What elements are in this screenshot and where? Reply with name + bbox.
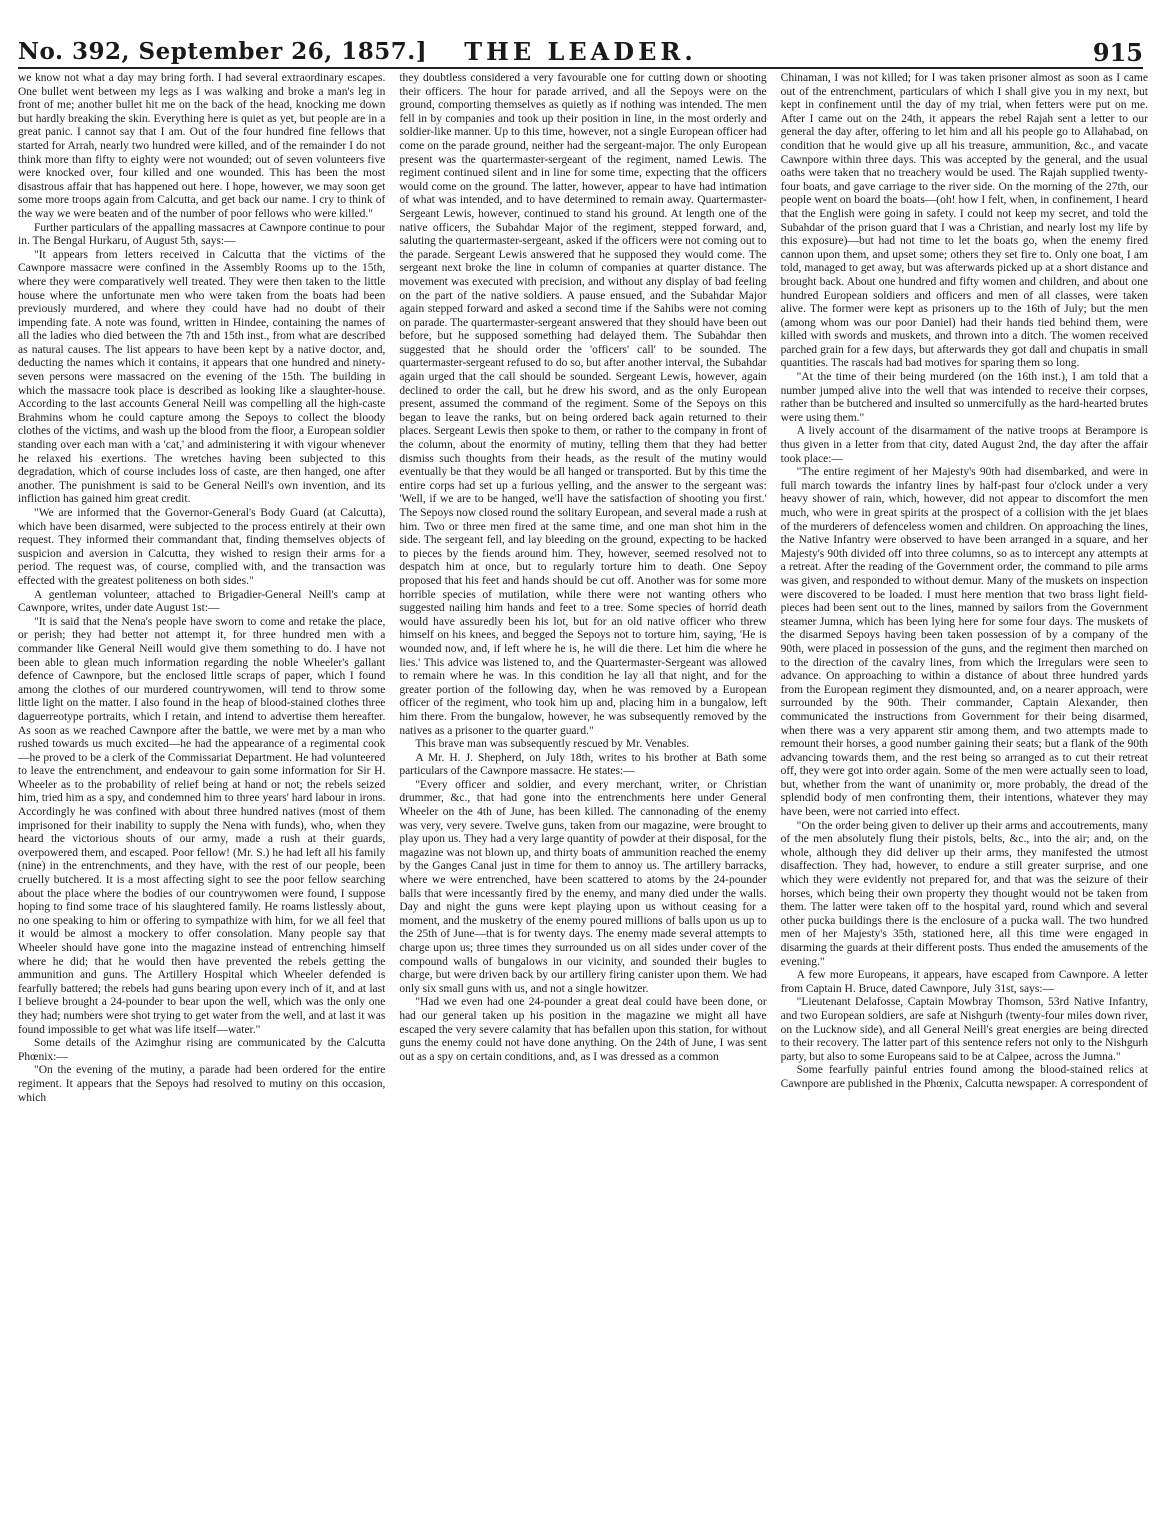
paragraph: "It is said that the Nena's people have sworn to come and retake the place, or perish; they had better not attempt it, for three hundred men with a commander like General Neill would give them something to do. I have not been able to glean much information regarding the noble Wheeler's gallant defence of Cawnpore, but the enclosed little scraps of paper, which I found among the clothes of our murdered countrywomen, will tend to throw some little light on the matter. I also found in the heap of blood-stained clothes three daguerreotype portraits, which I retain, and intend to advertise them hereafter. As soon as we reached Cawnpore after the battle, we were met by a man who rushed towards us much excited—he had the appearance of a regimental cook—he proved to be a clerk of the Commissariat Department. He had volunteered to leave the entrenchment, and endeavour to gain some information for Sir H. Wheeler as to the probability of relief being at hand or not; the rebels seized him, tried him as a spy, and condemned him to three years' hard labour in irons. Accordingly he was confined with about three hundred natives (most of them imprisoned for their inability to supply the Nena with funds), who, when they heard the victorious shouts of our army, made a rush at their guards, overpowered them, and escaped. Poor fellow! (Mr. S.) he had left all his family (nine) in the entrenchments, and they have, with the rest of our people, been cruelly butchered. It is a most affecting sight to see the poor fellow searching about the place where the bodies of our countrywomen were found, I suppose hoping to find some trace of his slaughtered family. He roams listlessly about, no one speaking to him or offering to sympathize with him, for we all feel that it would be almost a mockery to offer consolation. Many people say that Wheeler should have gone into the magazine instead of entrenching himself where he did; that he would then have prevented the rebels getting the ammunition and guns. The Artillery Hospital which Wheeler defended is fearfully battered; the rebels had guns bearing upon every inch of it, and at last I believe brought a 24-pounder to bear upon the well, which was the only one they had; numbers were shot trying to get water from the well, and at last it was found impossible to get what was life itself—water." — [18, 615, 386, 1036]
paragraph: "It appears from letters received in Calcutta that the victims of the Cawnpore massacre were confined in the Assembly Rooms up to the 15th, where they were comparatively well treated. They were then taken to the little house where the unfortunate men who were taken from the boats had been previously murdered, and where they could have had no doubt of their impending fate. A note was found, written in Hindee, containing the names of all the ladies who died between the 7th and 15th inst., from what are described as natural causes. The list appears to have been kept by a native doctor, and, deducting the names which it contains, it appears that one hundred and ninety-seven persons were massacred on the evening of the 15th. The building in which the massacre took place is described as looking like a slaughter-house. According to the last accounts General Neill was compelling all the high-caste Brahmins whom he could capture among the Sepoys to collect the bloody clothes of the victims, and wash up the blood from the floor, a European soldier standing over each man with a 'cat,' and administering it with vigour whenever he relaxed his exertions. The wretches having been subjected to this degradation, which of course includes loss of caste, are then hanged, one after another. The punishment is said to be General Neill's own invention, and its infliction has gained him great credit. — [18, 248, 386, 506]
paragraph: This brave man was subsequently rescued by Mr. Venables. — [415, 738, 690, 751]
paragraph: Some fearfully painful entries found among the blood-stained relics at Cawnpore are published in the Phœnix, Calcutta newspaper. A correspondent of — [780, 1064, 1148, 1090]
article-columns — [18, 72, 1148, 1524]
paragraph: Some details of the Azimghur rising are communicated by the Calcutta Phœnix:— — [18, 1037, 386, 1063]
paragraph: "We are informed that the Governor-General's Body Guard (at Calcutta), which have been disarmed, were subjected to the process entirely at their own request. They informed their commandant that, finding themselves objects of suspicion and aversion in Calcutta, they wished to resign their arms for a period. The request was, of course, complied with, and the transaction was effected with the greatest politeness on both sides." — [18, 507, 386, 587]
paragraph: we know not what a day may bring forth. I had several extraordinary escapes. One bullet went between my legs as I was walking and broke a man's leg in front of me; another bullet hit me on the back of the head, knocking me down but hardly breaking the skin. Everything here is quiet as yet, but people are in a great panic. I cannot say that I am. Out of the four hundred fine fellows that started for Arrah, nearly two hundred were killed, and of the remainder I do not think more than fifty to eighty were not wounded; out of seven volunteers five were knocked over, four killed and one wounded. This has been the most disastrous affair that has happened out here. I hope, however, we may soon get some more troops again from Calcutta, and get back our name. I cry to think of the way we were beaten and of the number of poor fellows who were killed." — [18, 72, 386, 220]
paragraph: A Mr. H. J. Shepherd, on July 18th, writes to his brother at Bath some particulars of the Cawnpore massacre. He states:— — [399, 751, 767, 778]
newspaper-title: THE LEADER. — [464, 37, 697, 66]
paragraph: "Lieutenant Delafosse, Captain Mowbray Thomson, 53rd Native Infantry, and two European soldiers, are safe at Nishgurh (twenty-four miles down river, on the Lucknow side), and all General Neill's great energies are being directed to their recovery. The latter part of this sentence refers not only to the Nishgurh party, but also to some Europeans said to be at Calpee, across the Jumna." — [780, 996, 1148, 1063]
paragraph: Chinaman, I was not killed; for I was taken prisoner almost as soon as I came out of the entrenchment, particulars of which I shall give you in my next, but kept in confinement until the day of my trial, when fetters were put on me. After I came out on the 24th, it appears the rebel Rajah sent a letter to our general the day after, offering to let him and all his people go to Allahabad, on condition that he would give up all his treasure, ammunition, &c., and vacate Cawnpore within three days. This was accepted by the general, and the usual oaths were taken that no treachery would be used. The Rajah supplied twenty-four boats, and gave carriage to the river side. On the morning of the 27th, our people went on board the boats—(oh! how I felt, when, in confinement, I heard that the English were going in safety. I could not keep my secret, and told the Subahdar of the prison guard that I was a Christian, and nearly lost my life by this exposure)—but had not time to let the boats go, when the enemy fired cannon upon them, and upset some; others they set fire to. Only one boat, I am told, managed to get away, but was afterwards picked up at a short distance and brought back. About one hundred and fifty women and children, and about one hundred European soldiers and officers and men of all classes, were taken alive. The former were kept as prisoners up to the 16th of July; but the men (among whom was our poor Daniel) had their hands tied behind them, were killed with swords and muskets, and thrown into a ditch. The women received parched grain for a few days, but afterwards they got dall and chupatis in small quantities. The rascals had bad motives for sparing them so long. — [780, 72, 1148, 370]
paragraph: "The entire regiment of her Majesty's 90th had disembarked, and were in full march towards the infantry lines by half-past four o'clock under a very heavy shower of rain, which, however, did not appear to discomfort the men much, who were in great spirits at the prospect of a collision with the jet blaes of the murderers of defenceless women and children. On approaching the lines, the Native Infantry were observed to have been arranged in a square, and her Majesty's 90th divided off into three columns, so as to intercept any attempts at a retreat. After the reading of the Government order, the command to pile arms was given, and responded to without demur. Many of the muskets on inspection were discovered to be loaded. I must here mention that two brass light field-pieces had been sent out to the lines, manned by sailors from the Government steamer Jumna, which has been lying here for some four days. The muskets of the disarmed Sepoys having been taken possession of by a company of the 90th, were placed in possession of the guns, and the regiment then marched on to the direction of the cavalry lines, from which the Irregulars were seen to advance. On approaching to within a distance of about three hundred yards from the European regiment they dismounted, and, on a nearer approach, were surrounded by the 90th. Their commander, Captain Alexander, then communicated the instructions from Government for their being disarmed, when there was a very apparent stir among them, and two attempts made to remount their horses, a good number gaining their seats; but a flank of the 90th advancing towards them, and the rest being so arranged as to cut their retreat off, they were got into order again. Some of the men were actually seen to load, but, whether from the want of unanimity or, more probably, the dread of the splendid body of men confronting them, their intentions, whatever they may have been, were not carried into effect. — [780, 466, 1148, 819]
paragraph: A gentleman volunteer, attached to Brigadier-General Neill's camp at Cawnpore, writes, under date August 1st:— — [18, 588, 386, 615]
issue-line: No. 392, September 26, 1857.] — [18, 38, 428, 65]
page-number: 915 — [1092, 38, 1143, 67]
paragraph: "On the evening of the mutiny, a parade had been ordered for the entire regiment. It appears that the Sepoys had resolved to mutiny on this occasion, which — [18, 1064, 386, 1104]
column-3 — [781, 72, 1148, 1524]
paragraph: Further particulars of the appalling massacres at Cawnpore continue to pour in. The Bengal Hurkaru, of August 5th, says:— — [18, 221, 386, 248]
paragraph: "Had we even had one 24-pounder a great deal could have been done, or had our general taken up his position in the magazine we might all have escaped the very severe calamity that has befallen upon this station, for without guns the enemy could not have done anything. On the 24th of June, I was sent out as a spy on certain conditions, and, as I was dressed as a common — [399, 996, 767, 1063]
masthead — [18, 38, 1143, 66]
paragraph: "At the time of their being murdered (on the 16th inst.), I am told that a number jumped alive into the well that was intended to receive their corpses, rather than be butchered and insulted so unmercifully as the hard-hearted brutes were using them." — [780, 371, 1148, 424]
column-2 — [399, 72, 766, 1524]
paragraph: "On the order being given to deliver up their arms and accoutrements, many of the men absolutely flung their pistols, belts, &c., into the air; and, on the whole, although they did deliver up their arms, they manifested the utmost disaffection. They had, however, to endure a still greater surprise, and one which they were evidently not prepared for, and that was the seizure of their horses, which being their own property they thought would not be taken from them. The latter were taken off to the hospital yard, round which and several other pucka buildings there is the enclosure of a pucka wall. The two hundred men of her Majesty's 35th, stationed here, all this time were engaged in disarming the guards at their different posts. Thus ended the amusements of the evening." — [780, 819, 1148, 968]
masthead-rule — [18, 67, 1143, 69]
paragraph: "Every officer and soldier, and every merchant, writer, or Christian drummer, &c., that had gone into the entrenchments here under General Wheeler on the 4th of June, has been killed. The cannonading of the enemy was very, very severe. Twelve guns, taken from our magazine, were brought to play upon us. They had a very large quantity of powder at their disposal, for the magazine was not blown up, and thirty boats of ammunition reached the enemy by the Ganges Canal just in time for them to annoy us. The artillery barracks, where we were entrenched, have been scattered to atoms by the 24-pounder balls that were incessantly fired by the enemy, and many died under the walls. Day and night the guns were kept playing upon us without ceasing for a moment, and the musketry of the enemy poured millions of balls upon us up to the 25th of June—that is for twenty days. The enemy made several attempts to charge upon us; three times they surrounded us on all sides under cover of the compound walls of bungalows in our vicinity, and sounded their bugles to charge, but were driven back by our artillery firing canister upon them. We had only six small guns with us, and not a single howitzer. — [399, 778, 767, 995]
paragraph: A lively account of the disarmament of the native troops at Berampore is thus given in a letter from that city, dated August 2nd, the day after the affair took place:— — [780, 425, 1148, 465]
paragraph: A few more Europeans, it appears, have escaped from Cawnpore. A letter from Captain H. Bruce, dated Cawnpore, July 31st, says:— — [780, 969, 1148, 995]
paragraph: they doubtless considered a very favourable one for cutting down or shooting their officers. The hour for parade arrived, and all the Sepoys were on the ground, comporting themselves as quietly as if nothing was intended. The men fell in by companies and took up their position in line, in the most orderly and soldier-like manner. Up to this time, however, not a single European officer had come on the parade ground, neither had the sergeant-major. The only European present was the quartermaster-sergeant of the regiment, named Lewis. The regiment continued silent and in line for some time, expecting that the officers would come on the ground. The latter, however, appear to have had intimation of what was intended, and to have determined to remain away. Quartermaster-Sergeant Lewis, however, continued to stand his ground. At length one of the native officers, the Subahdar Major of the regiment, stepped forward, and, saluting the quartermaster-sergeant, asked if the officers were not coming out to the parade. Sergeant Lewis answered that he supposed they would come. The sergeant next broke the line in column of companies at quarter distance. The movement was executed with precision, and without any display of bad feeling on the part of the native soldiers. A pause ensued, and the Subahdar Major again stepped forward and asked a second time if the Sahibs were not coming on parade. The quartermaster-sergeant answered that they should have been out before, but he supposed something had delayed them. The Subahdar then suggested that he should order the 'officers' call' to be sounded. The quartermaster-sergeant refused to do so, but after another interval, the Subahdar again urged that the call should be sounded. Sergeant Lewis, however, again declined to order the call, but he drew his sword, and as the only European present, assumed the command of the regiment. Some of the Sepoys on this began to leave the ranks, but on being ordered back again returned to their places. Sergeant Lewis then spoke to them, or rather to the company in front of the column, about the enormity of mutiny, telling them that they had better dismiss such thoughts from their heads, as the result of the mutiny would eventually be that they would be all hanged or transported. But by this time the entire corps had set up a furious yelling, and the answer to the sergeant was: 'Well, if we are to be hanged, we'll have the satisfaction of shooting you first.' The Sepoys now closed round the solitary European, and several made a rush at him. Two or three men fired at the same time, and one man shot him in the side. The sergeant fell, and lay bleeding on the ground, expecting to be hacked to pieces by the fiends around him. They, however, seemed resolved not to despatch him at once, but to regularly torture him to death. One Sepoy proposed that his feet and hands should be cut off. Another was for some more horrible species of mutilation, while there were not wanting others who suggested nailing him hands and feet to a tree. Some species of horrid death would have assuredly been his lot, but for an old native officer who threw himself on his knees, and begged the Sepoys not to torture him, saying, 'He is wounded now, and, if left where he is, he will die there. Let him die where he lies.' This advice was listened to, and the Quartermaster-Sergeant was allowed to remain where he was. In this condition he lay all that night, and for the greater portion of the following day, when he was removed by a European officer of the regiment, who took him up and, placing him in a bungalow, left him there. From the bungalow, however, he was subsequently removed by the natives as a prisoner to the quarter guard." — [399, 72, 767, 737]
column-1 — [18, 72, 385, 1524]
